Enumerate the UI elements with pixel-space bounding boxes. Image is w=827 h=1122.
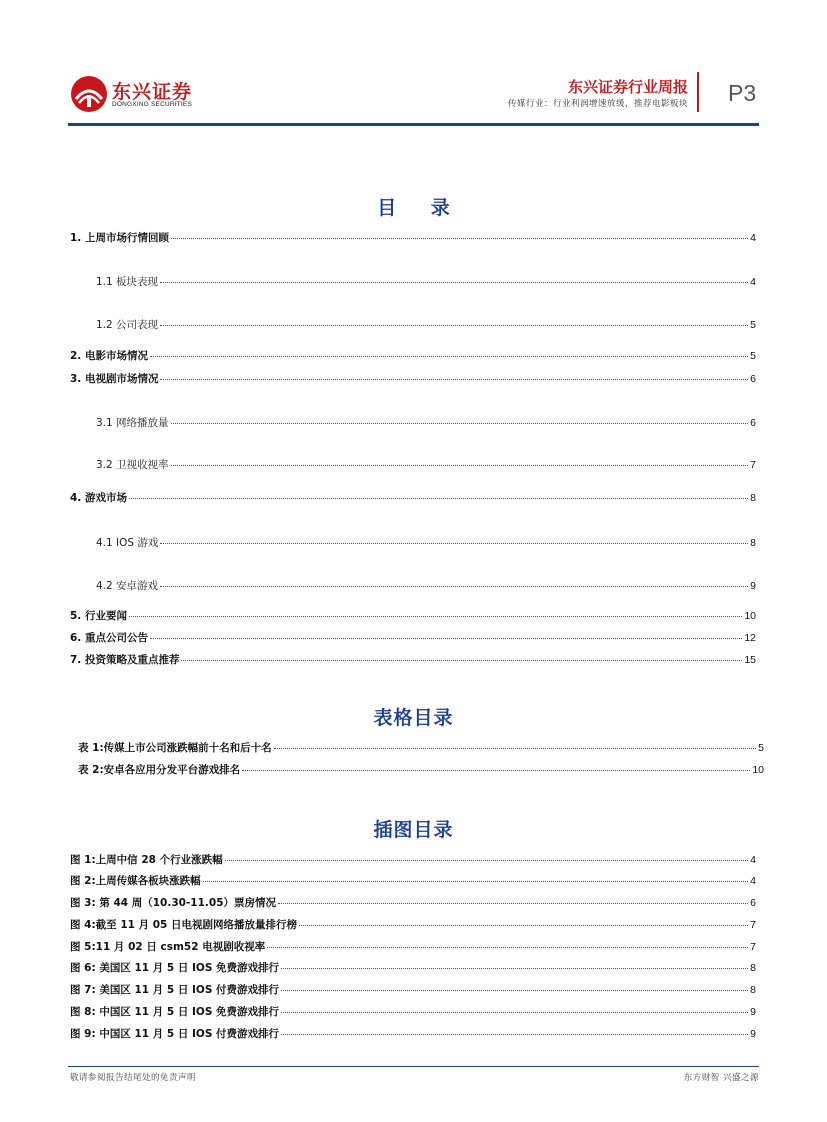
toc-entry-label: 5. 行业要闻: [70, 610, 127, 622]
leader-dots: [160, 282, 748, 283]
leader-dots: [171, 465, 749, 466]
toc-entry-4-1[interactable]: [96, 535, 756, 549]
logo-english-name: DONGXING SECURITIES: [112, 101, 193, 108]
toc-entry-page: 15: [744, 654, 756, 666]
toc-entry-2[interactable]: [70, 348, 756, 362]
leader-dots: [299, 925, 748, 926]
leader-dots: [150, 356, 748, 357]
toc-entry-3-2[interactable]: [96, 457, 756, 471]
figure-entry-label: 图 4:截至 11 月 05 日电视剧网络播放量排行榜: [70, 919, 298, 931]
toc-entry-page: 9: [750, 580, 756, 592]
toc-entry-6[interactable]: [70, 630, 756, 644]
toc-entry-page: 12: [744, 632, 756, 644]
table-entry-label: 表 2:安卓各应用分发平台游戏排名: [78, 764, 241, 776]
figure-entry-page: 4: [750, 854, 756, 866]
figure-entry-8[interactable]: [70, 1004, 756, 1018]
figure-entry-3[interactable]: [70, 895, 756, 909]
leader-dots: [242, 770, 750, 771]
report-subtitle: 传媒行业：行业利润增速放缓，推荐电影板块: [507, 99, 688, 109]
leader-dots: [129, 616, 742, 617]
table-entry-page: 10: [752, 764, 764, 776]
report-title: 东兴证券行业周报: [567, 78, 688, 96]
leader-dots: [281, 990, 748, 991]
toc-entry-page: 8: [750, 537, 756, 549]
table-entry-1[interactable]: [78, 740, 764, 754]
figure-entry-1[interactable]: [70, 852, 756, 866]
figure-entry-label: 图 3: 第 44 周（10.30-11.05）票房情况: [70, 897, 277, 909]
toc-entry-label: 1.1 板块表现: [96, 276, 159, 288]
figure-entry-label: 图 8: 中国区 11 月 5 日 IOS 免费游戏排行: [70, 1006, 280, 1018]
toc-entry-1-1[interactable]: [96, 274, 756, 288]
page-number: P3: [728, 80, 757, 106]
figure-entry-page: 7: [750, 941, 756, 953]
leader-dots: [171, 423, 749, 424]
leader-dots: [225, 860, 749, 861]
tables-title: 表格目录: [373, 707, 454, 729]
figure-entry-4[interactable]: [70, 917, 756, 931]
figure-entry-label: 图 1:上周中信 28 个行业涨跌幅: [70, 854, 223, 866]
footer-slogan: 东方财智 兴盛之源: [683, 1073, 759, 1083]
footer-rule: [68, 1066, 759, 1067]
toc-entry-page: 7: [750, 459, 756, 471]
toc-entry-3-1[interactable]: [96, 415, 756, 429]
leader-dots: [160, 379, 748, 380]
figure-entry-page: 7: [750, 919, 756, 931]
toc-entry-page: 5: [750, 319, 756, 331]
toc-entry-label: 3.2 卫视收视率: [96, 459, 169, 471]
toc-entry-label: 7. 投资策略及重点推荐: [70, 654, 180, 666]
toc-entry-label: 2. 电影市场情况: [70, 350, 148, 362]
figure-entry-label: 图 5:11 月 02 日 csm52 电视剧收视率: [70, 941, 266, 953]
toc-entry-page: 6: [750, 373, 756, 385]
toc-entry-4[interactable]: [70, 490, 756, 504]
figures-title: 插图目录: [373, 819, 454, 841]
table-entry-2[interactable]: [78, 762, 764, 776]
figure-entry-label: 图 7: 美国区 11 月 5 日 IOS 付费游戏排行: [70, 984, 280, 996]
toc-entry-label: 4.1 IOS 游戏: [96, 537, 159, 549]
leader-dots: [281, 1012, 748, 1013]
toc-entry-3[interactable]: [70, 371, 756, 385]
table-entry-page: 5: [758, 742, 764, 754]
figure-entry-2[interactable]: [70, 873, 756, 887]
logo-name: 东兴证券: [112, 81, 193, 103]
header-divider: [697, 72, 699, 112]
leader-dots: [274, 748, 756, 749]
leader-dots: [281, 1034, 748, 1035]
figure-entry-page: 9: [750, 1006, 756, 1018]
toc-entry-label: 6. 重点公司公告: [70, 632, 148, 644]
toc-entry-7[interactable]: [70, 652, 756, 666]
toc-entry-page: 4: [750, 276, 756, 288]
toc-entry-1-2[interactable]: [96, 317, 756, 331]
toc-entry-page: 4: [750, 232, 756, 244]
leader-dots: [150, 638, 742, 639]
leader-dots: [129, 498, 748, 499]
figure-entry-label: 图 9: 中国区 11 月 5 日 IOS 付费游戏排行: [70, 1028, 280, 1040]
header-rule: [68, 123, 759, 126]
figure-entry-page: 9: [750, 1028, 756, 1040]
figure-entry-9[interactable]: [70, 1026, 756, 1040]
toc-entry-label: 4.2 安卓游戏: [96, 580, 159, 592]
figure-entry-page: 8: [750, 984, 756, 996]
toc-entry-label: 4. 游戏市场: [70, 492, 127, 504]
leader-dots: [181, 660, 742, 661]
toc-entry-1[interactable]: [70, 230, 756, 244]
logo-emblem-icon: [70, 75, 108, 113]
toc-entry-4-2[interactable]: [96, 578, 756, 592]
figure-entry-page: 4: [750, 875, 756, 887]
figure-entry-label: 图 6: 美国区 11 月 5 日 IOS 免费游戏排行: [70, 962, 280, 974]
toc-entry-label: 1. 上周市场行情回顾: [70, 232, 169, 244]
leader-dots: [160, 543, 748, 544]
toc-entry-label: 3. 电视剧市场情况: [70, 373, 159, 385]
toc-entry-5[interactable]: [70, 608, 756, 622]
leader-dots: [267, 947, 748, 948]
figure-entry-5[interactable]: [70, 939, 756, 953]
leader-dots: [160, 586, 748, 587]
figure-entry-page: 6: [750, 897, 756, 909]
leader-dots: [160, 325, 748, 326]
figure-entry-page: 8: [750, 962, 756, 974]
toc-entry-label: 1.2 公司表现: [96, 319, 159, 331]
figure-entry-6[interactable]: [70, 960, 756, 974]
footer-disclaimer: 敬请参阅报告结尾处的免责声明: [70, 1073, 197, 1083]
table-entry-label: 表 1:传媒上市公司涨跌幅前十名和后十名: [78, 742, 272, 754]
toc-entry-page: 6: [750, 417, 756, 429]
toc-entry-page: 8: [750, 492, 756, 504]
toc-entry-label: 3.1 网络播放量: [96, 417, 169, 429]
figure-entry-7[interactable]: [70, 982, 756, 996]
leader-dots: [281, 968, 748, 969]
figure-entry-label: 图 2:上周传媒各板块涨跌幅: [70, 875, 201, 887]
toc-entry-page: 5: [750, 350, 756, 362]
leader-dots: [203, 881, 748, 882]
company-logo: [70, 75, 210, 115]
leader-dots: [278, 903, 748, 904]
toc-entry-page: 10: [744, 610, 756, 622]
leader-dots: [171, 238, 748, 239]
toc-title: 目 录: [377, 197, 464, 219]
